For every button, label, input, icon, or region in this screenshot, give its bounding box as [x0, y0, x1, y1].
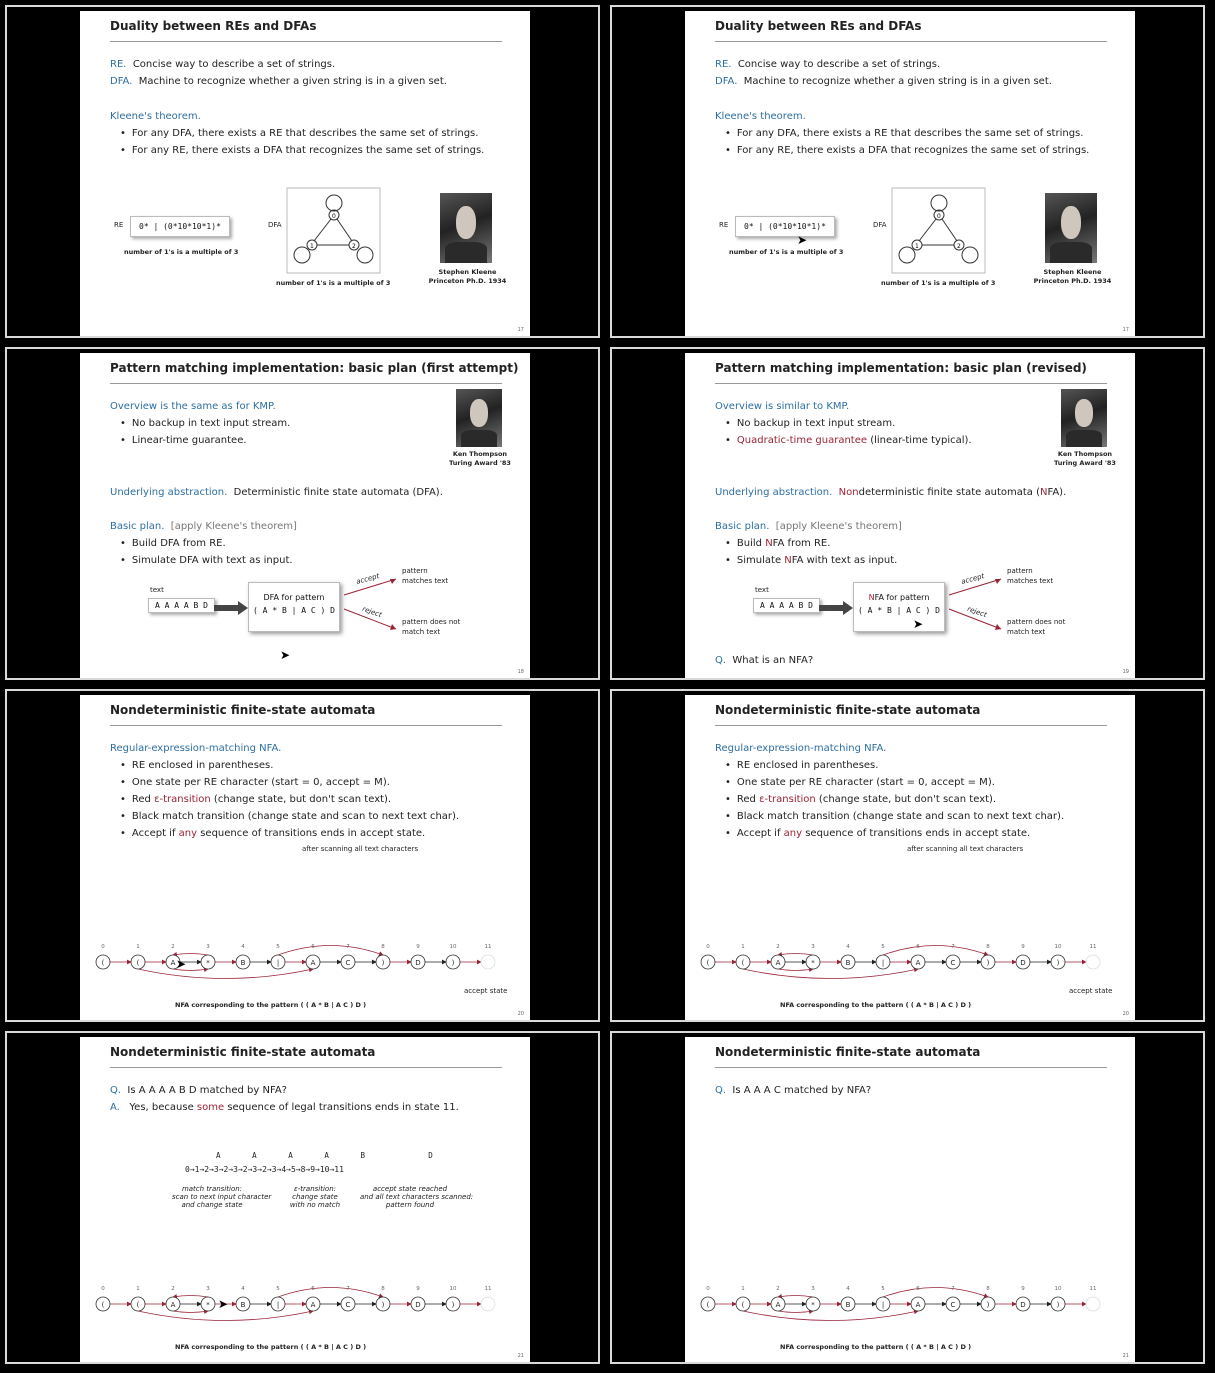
- nfa-state-number: 4: [846, 1286, 850, 1292]
- nfa-diagram: [95, 1277, 515, 1337]
- nfa-state-char: (: [101, 1301, 105, 1309]
- nfa-state-char: ): [986, 959, 990, 967]
- nfa-state-number: 8: [381, 1286, 385, 1292]
- nfa-state-char: A: [310, 959, 316, 967]
- nfa-state-char: (: [741, 1301, 745, 1309]
- nfa-state-number: 7: [346, 944, 350, 950]
- bullet: • Accept if any sequence of transitions ends in accept state.: [735, 828, 1030, 839]
- nfa-state-char: ): [1056, 959, 1060, 967]
- nfa-state-number: 3: [811, 1286, 815, 1292]
- thompson-photo: [1061, 389, 1107, 447]
- nfa-state-char: A: [170, 959, 176, 967]
- text-label: text: [150, 586, 164, 594]
- nfa-state-char: *: [811, 1301, 815, 1309]
- epsilon-edge: [883, 946, 988, 956]
- bullet: • For any DFA, there exists a RE that describes the same set of strings.: [130, 128, 478, 139]
- nfa-state-number: 9: [1021, 944, 1025, 950]
- re-caption: number of 1's is a multiple of 3: [729, 248, 844, 256]
- nfa-state-number: 9: [416, 944, 420, 950]
- thompson-photo: [456, 389, 502, 447]
- slide-title: Nondeterministic finite-state automata: [110, 703, 376, 717]
- nfa-box: [853, 582, 945, 632]
- nfa-state: [481, 1297, 495, 1311]
- nfa-state-char: C: [950, 1301, 956, 1309]
- nfa-caption: NFA corresponding to the pattern ( ( A * B | A C ) D ): [175, 1343, 367, 1351]
- overview: Overview is the same as for KMP.: [110, 401, 276, 412]
- nfa-state-number: 1: [136, 944, 140, 950]
- photo-sub: Princeton Ph.D. 1934: [428, 277, 507, 285]
- nfa-state-char: (: [101, 959, 105, 967]
- photo-name: Ken Thompson: [452, 450, 508, 458]
- bullet: • Black match transition (change state and scan to next text char).: [130, 811, 459, 822]
- match-1: pattern: [1007, 567, 1033, 575]
- kleene-heading: Kleene's theorem.: [110, 111, 201, 122]
- nfa-state-number: 1: [741, 944, 745, 950]
- re-caption: number of 1's is a multiple of 3: [124, 248, 239, 256]
- box-line1: NFA for pattern: [868, 593, 930, 602]
- note-match: match transition: scan to next input character and change state: [172, 1185, 272, 1209]
- nfa-state-number: 4: [241, 944, 245, 950]
- re-tag: RE: [719, 221, 729, 229]
- slide-title: Pattern matching implementation: basic plan (first attempt): [110, 361, 519, 375]
- bullet: • RE enclosed in parentheses.: [735, 760, 878, 771]
- nfa-state-char: ): [451, 959, 455, 967]
- epsilon-edge: [778, 969, 813, 971]
- nfa-caption: NFA corresponding to the pattern ( ( A * B | A C ) D ): [780, 1001, 972, 1009]
- nomatch-1: pattern does not: [1007, 618, 1066, 626]
- nfa-state: [1086, 1297, 1100, 1311]
- epsilon-edge: [743, 969, 918, 979]
- svg-text:1: 1: [915, 243, 919, 250]
- nfa-state-char: *: [206, 959, 210, 967]
- bullet: • For any DFA, there exists a RE that describes the same set of strings.: [735, 128, 1083, 139]
- box-line1: DFA for pattern: [263, 593, 325, 602]
- slide-frame-17b: [610, 5, 1205, 338]
- bullet: • Red ε-transition (change state, but don't scan text).: [735, 794, 996, 805]
- bullet: • For any RE, there exists a DFA that recognizes the same set of strings.: [130, 145, 484, 156]
- plan-line: Basic plan. [apply Kleene's theorem]: [110, 521, 297, 532]
- nfa-state-char: ): [451, 1301, 455, 1309]
- nfa-state-char: (: [136, 959, 140, 967]
- re-tag: RE: [114, 221, 124, 229]
- slide-frame-17a: [5, 5, 600, 338]
- bullet: • No backup in text input stream.: [130, 418, 290, 429]
- mouse-cursor-icon: ➤: [797, 233, 808, 247]
- text-label: text: [755, 586, 769, 594]
- nfa-state-char: D: [1020, 1301, 1026, 1309]
- slide-title: Nondeterministic finite-state automata: [110, 1045, 376, 1059]
- title-rule: [110, 383, 502, 384]
- slide-21b: [685, 1037, 1135, 1362]
- slide-17a: [80, 11, 530, 336]
- nfa-state-char: C: [345, 1301, 351, 1309]
- question-line: Q. Is A A A C matched by NFA?: [715, 1085, 872, 1096]
- reject-label: reject: [361, 604, 383, 620]
- dfa-tag: DFA: [268, 221, 282, 229]
- page-number: 20: [517, 1011, 524, 1017]
- photo-name: Stephen Kleene: [1043, 268, 1102, 276]
- mouse-cursor-icon: ➤: [913, 617, 924, 631]
- svg-text:0: 0: [332, 213, 336, 220]
- nfa-state-number: 5: [276, 944, 280, 950]
- nfa-state-number: 9: [1021, 1286, 1025, 1292]
- nfa-state-char: B: [845, 959, 851, 967]
- nfa-caption: NFA corresponding to the pattern ( ( A * B | A C ) D ): [175, 1001, 367, 1009]
- nfa-state-number: 5: [881, 944, 885, 950]
- slide-title: Nondeterministic finite-state automata: [715, 1045, 981, 1059]
- nfa-state-char: |: [881, 959, 885, 967]
- scan-note: after scanning all text characters: [907, 845, 1024, 853]
- nfa-state-number: 2: [171, 1286, 175, 1292]
- slide-frame-21b: [610, 1031, 1205, 1364]
- re-expression: 0* | (0*10*10*1)*: [735, 216, 835, 237]
- nfa-state: [1086, 955, 1100, 969]
- nfa-diagram: [95, 935, 515, 995]
- nfa-state-number: 0: [706, 1286, 710, 1292]
- nfa-state-number: 6: [916, 944, 920, 950]
- nfa-state-number: 11: [484, 944, 492, 950]
- page-number: 19: [1122, 669, 1129, 675]
- nfa-state-char: (: [136, 1301, 140, 1309]
- nfa-state-char: B: [240, 959, 246, 967]
- text-input-box: A A A A B D: [753, 598, 820, 613]
- bullet: • Black match transition (change state and scan to next text char).: [735, 811, 1064, 822]
- slide-21a: [80, 1037, 530, 1362]
- page-number: 17: [1122, 327, 1129, 333]
- mouse-cursor-icon: ➤: [176, 957, 187, 971]
- svg-text:1: 1: [310, 243, 314, 250]
- nfa-state-char: (: [706, 1301, 710, 1309]
- slide-17b: [685, 11, 1135, 336]
- nfa-state-number: 3: [811, 944, 815, 950]
- epsilon-edge: [278, 946, 383, 956]
- nfa-state-number: 10: [449, 1286, 457, 1292]
- nfa-state-number: 0: [101, 1286, 105, 1292]
- bullet: • RE enclosed in parentheses.: [130, 760, 273, 771]
- nfa-state-number: 8: [381, 944, 385, 950]
- nfa-state-char: A: [775, 959, 781, 967]
- slide-20b: [685, 695, 1135, 1020]
- bullet: • Simulate NFA with text as input.: [735, 555, 897, 566]
- nfa-state-char: ): [381, 959, 385, 967]
- re-expression: 0* | (0*10*10*1)*: [130, 216, 230, 237]
- nfa-state-char: A: [915, 1301, 921, 1309]
- nfa-state-number: 11: [484, 1286, 492, 1292]
- box-line2: ( A * B | A C ) D: [253, 606, 335, 615]
- bullet: • For any RE, there exists a DFA that recognizes the same set of strings.: [735, 145, 1089, 156]
- plan-line: Basic plan. [apply Kleene's theorem]: [715, 521, 902, 532]
- nfa-state-char: C: [950, 959, 956, 967]
- slide-title: Pattern matching implementation: basic plan (revised): [715, 361, 1087, 375]
- epsilon-edge: [138, 969, 313, 979]
- title-rule: [110, 725, 502, 726]
- bullet: • Quadratic-time guarantee (linear-time typical).: [735, 435, 972, 446]
- nomatch-2: match text: [402, 628, 441, 636]
- arrow-icon: [214, 601, 250, 615]
- state-trace: 0→1→2→3→2→3→2→3→2→3→4→5→8→9→10→11: [185, 1165, 344, 1174]
- dfa-line: DFA. Machine to recognize whether a given string is in a given set.: [110, 76, 447, 87]
- title-rule: [715, 1067, 1107, 1068]
- nfa-state-number: 5: [276, 1286, 280, 1292]
- photo-name: Stephen Kleene: [438, 268, 497, 276]
- slide-frame-20a: [5, 689, 600, 1022]
- slide-title: Duality between REs and DFAs: [110, 19, 317, 33]
- photo-sub: Princeton Ph.D. 1934: [1033, 277, 1112, 285]
- nfa-state-char: |: [276, 1301, 280, 1309]
- svg-text:2: 2: [352, 243, 356, 250]
- underlying-line: Underlying abstraction. Nondeterministic finite state automata (NFA).: [715, 487, 1067, 498]
- kleene-photo: [440, 193, 492, 263]
- page-number: 20: [1122, 1011, 1129, 1017]
- svg-text:2: 2: [957, 243, 961, 250]
- slide-frame-19: [610, 347, 1205, 680]
- kleene-heading: Kleene's theorem.: [715, 111, 806, 122]
- epsilon-edge: [173, 1311, 208, 1313]
- nfa-state-number: 2: [171, 944, 175, 950]
- nfa-state-char: (: [706, 959, 710, 967]
- nfa-caption: NFA corresponding to the pattern ( ( A * B | A C ) D ): [780, 1343, 972, 1351]
- nfa-state-number: 6: [311, 944, 315, 950]
- slide-title: Nondeterministic finite-state automata: [715, 703, 981, 717]
- slide-20a: [80, 695, 530, 1020]
- dfa-box: [248, 582, 340, 632]
- nfa-state-number: 2: [776, 944, 780, 950]
- nfa-state-number: 7: [951, 1286, 955, 1292]
- accept-state-label: accept state: [464, 987, 508, 995]
- nfa-diagram: [700, 935, 1120, 995]
- mouse-cursor-icon: ➤: [218, 1297, 229, 1311]
- question-line: Q. Is A A A A B D matched by NFA?: [110, 1085, 287, 1096]
- scan-note: after scanning all text characters: [302, 845, 419, 853]
- nfa-state-number: 6: [311, 1286, 315, 1292]
- nfa-state-number: 11: [1089, 1286, 1097, 1292]
- nfa-state-number: 1: [741, 1286, 745, 1292]
- nfa-state-char: ): [1056, 1301, 1060, 1309]
- dfa-tag: DFA: [873, 221, 887, 229]
- title-rule: [715, 725, 1107, 726]
- epsilon-edge: [778, 954, 813, 956]
- accept-state-label: accept state: [1069, 987, 1113, 995]
- arrow-icon: [819, 601, 855, 615]
- nfa-state-number: 8: [986, 944, 990, 950]
- bullet: • One state per RE character (start = 0, accept = M).: [130, 777, 390, 788]
- nfa-state-char: D: [1020, 959, 1026, 967]
- re-line: RE. Concise way to describe a set of strings.: [715, 59, 941, 70]
- nfa-state-number: 1: [136, 1286, 140, 1292]
- nfa-state-char: |: [276, 959, 280, 967]
- nfa-state-char: B: [240, 1301, 246, 1309]
- page-number: 18: [517, 669, 524, 675]
- nfa-state-number: 4: [846, 944, 850, 950]
- nfa-state-number: 6: [916, 1286, 920, 1292]
- nfa-state-number: 7: [346, 1286, 350, 1292]
- nfa-state-number: 11: [1089, 944, 1097, 950]
- nfa-state-number: 2: [776, 1286, 780, 1292]
- dfa-caption: number of 1's is a multiple of 3: [276, 279, 391, 287]
- page-number: 17: [517, 327, 524, 333]
- bullet: • Simulate DFA with text as input.: [130, 555, 293, 566]
- nfa-heading: Regular-expression-matching NFA.: [715, 743, 887, 754]
- nfa-state: [481, 955, 495, 969]
- nfa-state-char: B: [845, 1301, 851, 1309]
- nomatch-2: match text: [1007, 628, 1046, 636]
- bullet: • Build DFA from RE.: [130, 538, 226, 549]
- trace-letters: A A A A B D: [216, 1151, 433, 1160]
- nfa-state-char: C: [345, 959, 351, 967]
- nfa-state-number: 9: [416, 1286, 420, 1292]
- nfa-state-char: A: [775, 1301, 781, 1309]
- match-2: matches text: [1007, 577, 1054, 585]
- page-number: 21: [1122, 1353, 1129, 1359]
- nfa-state-char: *: [811, 959, 815, 967]
- photo-sub: Turing Award '83: [1054, 459, 1116, 467]
- title-rule: [110, 41, 502, 42]
- svg-text:0: 0: [937, 213, 941, 220]
- nfa-state-number: 3: [206, 944, 210, 950]
- title-rule: [715, 383, 1107, 384]
- nfa-state-char: A: [170, 1301, 176, 1309]
- nfa-state-char: A: [310, 1301, 316, 1309]
- reject-label: reject: [966, 604, 988, 620]
- epsilon-edge: [778, 1296, 813, 1298]
- photo-name: Ken Thompson: [1057, 450, 1113, 458]
- slide-title: Duality between REs and DFAs: [715, 19, 922, 33]
- kleene-photo: [1045, 193, 1097, 263]
- epsilon-edge: [778, 1311, 813, 1313]
- epsilon-edge: [173, 1296, 208, 1298]
- page-number: 21: [517, 1353, 524, 1359]
- nfa-state-char: *: [206, 1301, 210, 1309]
- slide-frame-18: [5, 347, 600, 680]
- slide-19: [685, 353, 1135, 678]
- nfa-heading: Regular-expression-matching NFA.: [110, 743, 282, 754]
- slide-18: [80, 353, 530, 678]
- dfa-caption: number of 1's is a multiple of 3: [881, 279, 996, 287]
- re-line: RE. Concise way to describe a set of strings.: [110, 59, 336, 70]
- bullet: • No backup in text input stream.: [735, 418, 895, 429]
- title-rule: [715, 41, 1107, 42]
- photo-sub: Turing Award '83: [449, 459, 511, 467]
- nfa-state-char: (: [741, 959, 745, 967]
- nfa-state-number: 0: [706, 944, 710, 950]
- accept-label: accept: [355, 572, 381, 586]
- epsilon-edge: [278, 1288, 383, 1298]
- nfa-state-number: 8: [986, 1286, 990, 1292]
- title-rule: [110, 1067, 502, 1068]
- nfa-state-number: 7: [951, 944, 955, 950]
- bullet: • Linear-time guarantee.: [130, 435, 247, 446]
- nfa-state-char: ): [986, 1301, 990, 1309]
- bullet: • One state per RE character (start = 0, accept = M).: [735, 777, 995, 788]
- nfa-state-char: ): [381, 1301, 385, 1309]
- bullet: • Accept if any sequence of transitions ends in accept state.: [130, 828, 425, 839]
- nfa-state-number: 0: [101, 944, 105, 950]
- text-input-box: A A A A B D: [148, 598, 215, 613]
- match-2: matches text: [402, 577, 449, 585]
- nfa-state-char: A: [915, 959, 921, 967]
- dfa-diagram: [286, 187, 382, 275]
- epsilon-edge: [883, 1288, 988, 1298]
- note-epsilon: ε-transition: change state with no match: [289, 1185, 341, 1209]
- epsilon-edge: [138, 1311, 313, 1321]
- bullet: • Red ε-transition (change state, but don't scan text).: [130, 794, 391, 805]
- dfa-line: DFA. Machine to recognize whether a given string is in a given set.: [715, 76, 1052, 87]
- slide-frame-21a: [5, 1031, 600, 1364]
- overview: Overview is similar to KMP.: [715, 401, 850, 412]
- nfa-state-number: 5: [881, 1286, 885, 1292]
- epsilon-edge: [173, 954, 208, 956]
- question-line: Q. What is an NFA?: [715, 655, 814, 666]
- note-accept: accept state reached and all text characters scanned: pattern found: [360, 1185, 474, 1209]
- slide-frame-20b: [610, 689, 1205, 1022]
- underlying-line: Underlying abstraction. Deterministic finite state automata (DFA).: [110, 487, 443, 498]
- dfa-diagram: [891, 187, 987, 275]
- box-line2: ( A * B | A C ) D: [858, 606, 940, 615]
- nfa-state-number: 10: [1054, 1286, 1062, 1292]
- bullet: • Build NFA from RE.: [735, 538, 830, 549]
- nfa-state-char: |: [881, 1301, 885, 1309]
- nfa-state-char: D: [415, 959, 421, 967]
- accept-label: accept: [960, 572, 986, 586]
- nfa-state-number: 3: [206, 1286, 210, 1292]
- nfa-state-number: 4: [241, 1286, 245, 1292]
- answer-line: A. Yes, because some sequence of legal transitions ends in state 11.: [110, 1102, 459, 1113]
- nomatch-1: pattern does not: [402, 618, 461, 626]
- nfa-state-char: D: [415, 1301, 421, 1309]
- match-1: pattern: [402, 567, 428, 575]
- nfa-state-number: 10: [449, 944, 457, 950]
- mouse-cursor-icon: ➤: [280, 648, 291, 662]
- epsilon-edge: [743, 1311, 918, 1321]
- nfa-state-number: 10: [1054, 944, 1062, 950]
- nfa-diagram: [700, 1277, 1120, 1337]
